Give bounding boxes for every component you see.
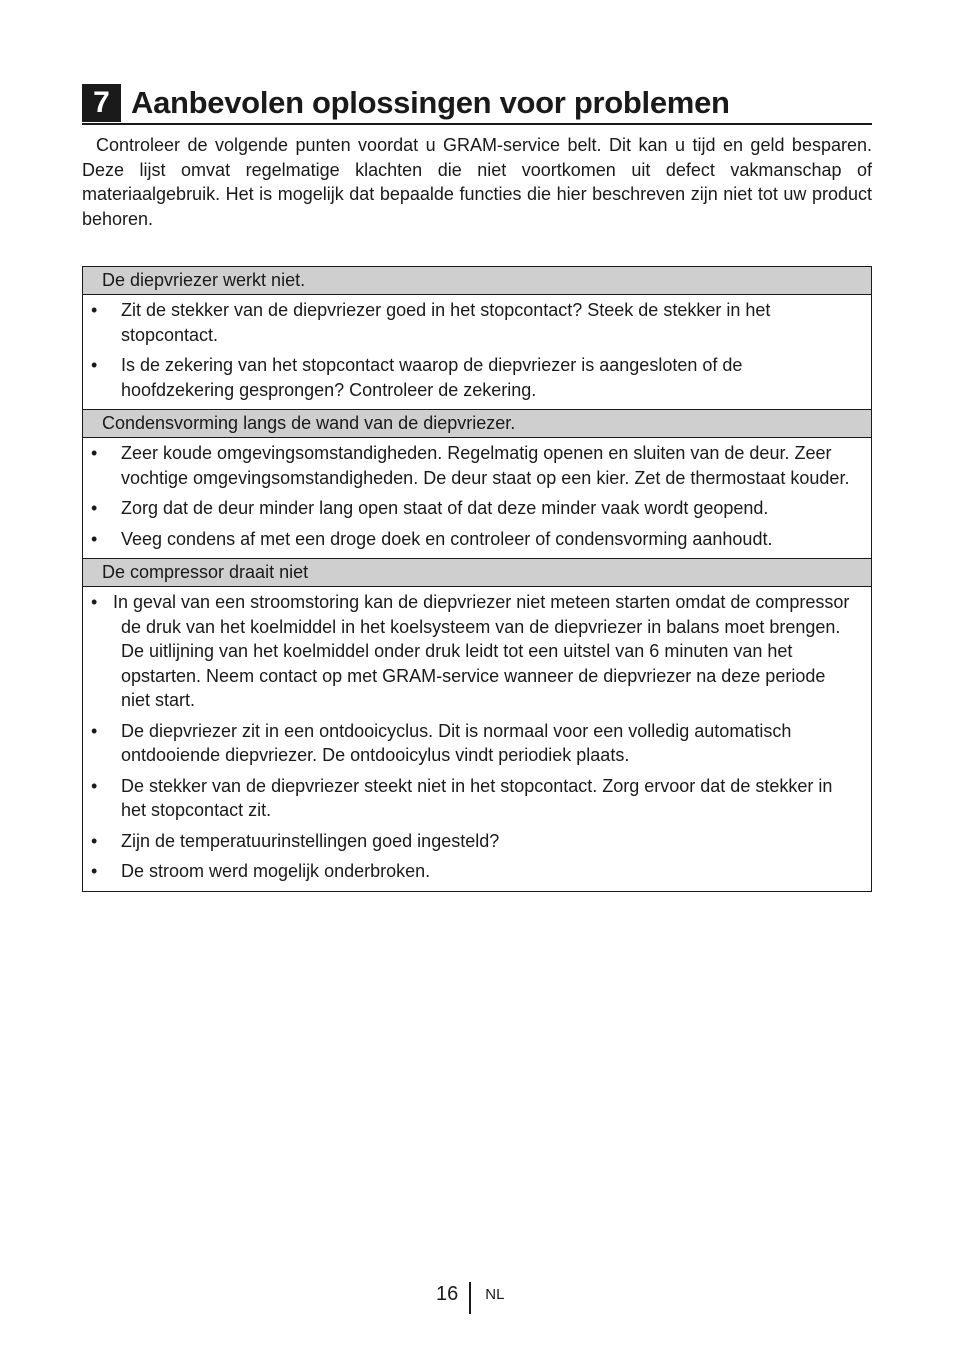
page-number: 16 <box>436 1283 459 1305</box>
bullet-icon: • <box>91 443 98 463</box>
list-item-text: In geval van een stroomstoring kan de diepvriezer niet meteen starten omdat de compressor de druk van het koelmiddel in het koelsysteem van de diepvriezer in balans moet brengen. De uitlijning van het koelmiddel onder druk leidt tot een uitstel van 6 minuten van het opstarten. Neem contact op met GRAM-service wanneer de diepvriezer na deze periode niet start. <box>113 592 850 710</box>
bullet-icon: • <box>91 528 98 549</box>
section-number: 7 <box>82 84 121 122</box>
intro-paragraph: Controleer de volgende punten voordat u GRAM-service belt. Dit kan u tijd en geld besparen. Deze lijst omvat regelmatige klachten die niet voortkomen uit defect vakmanschap of materiaalgebruik. Het is mogelijk dat bepaalde functies die hier beschreven zijn niet tot uw product behoren. <box>82 135 872 229</box>
list-item <box>83 496 871 521</box>
problem-header-condensation: Condensvorming langs de wand van de diepvriezer. <box>83 410 871 438</box>
list-item <box>83 590 871 713</box>
troubleshooting-table <box>82 266 872 892</box>
list-item <box>83 829 871 854</box>
list-item-text: Zorg dat de deur minder lang open staat of dat deze minder vaak wordt geopend. <box>121 498 769 518</box>
list-item-text: Veeg condens af met een droge doek en controleer of condensvorming aanhoudt. <box>121 528 773 549</box>
problem-solutions-condensation <box>83 438 871 559</box>
bullet-icon: • <box>91 830 98 851</box>
page-footer <box>436 1282 504 1314</box>
section-heading <box>82 83 872 125</box>
language-code: NL <box>485 1286 505 1303</box>
footer-divider <box>469 1282 471 1314</box>
bullet-icon: • <box>91 720 98 741</box>
list-item <box>83 859 871 884</box>
list-item-text: De diepvriezer zit in een ontdooicyclus. Dit is normaal voor een volledig automatisch ontdooiende diepvriezer. De ontdooicylus vindt periodiek plaats. <box>121 720 792 765</box>
list-item-text: Is de zekering van het stopcontact waarop de diepvriezer is aangesloten of de hoofdzekering gesprongen? Controleer de zekering. <box>121 355 743 400</box>
list-item <box>83 527 871 552</box>
list-item-text: Zeer koude omgevingsomstandigheden. Regelmatig openen en sluiten van de deur. Zeer vochtige omgevingsomstandigheden. De deur staat op een kier. Zet de thermostaat kouder. <box>121 443 850 488</box>
list-item-text: De stroom werd mogelijk onderbroken. <box>121 861 431 881</box>
list-item <box>83 719 871 768</box>
list-item <box>83 353 871 402</box>
section-title: Aanbevolen oplossingen voor problemen <box>131 85 730 120</box>
bullet-icon: • <box>91 300 98 320</box>
problem-solutions-compressor <box>83 587 871 891</box>
problem-header-compressor: De compressor draait niet <box>83 559 871 587</box>
problem-header-not-working: De diepvriezer werkt niet. <box>83 267 871 295</box>
list-item-text: Zijn de temperatuurinstellingen goed ingesteld? <box>121 830 500 851</box>
bullet-icon: • <box>91 498 98 518</box>
bullet-icon: • <box>91 775 98 796</box>
bullet-icon: • <box>91 861 98 881</box>
list-item <box>83 774 871 823</box>
list-item <box>83 298 871 347</box>
bullet-icon: • <box>91 592 98 612</box>
bullet-icon: • <box>91 355 98 375</box>
list-item-text: Zit de stekker van de diepvriezer goed in het stopcontact? Steek de stekker in het stopcontact. <box>121 300 771 345</box>
list-item <box>83 441 871 490</box>
problem-solutions-not-working <box>83 295 871 410</box>
list-item-text: De stekker van de diepvriezer steekt niet in het stopcontact. Zorg ervoor dat de stekker in het stopcontact zit. <box>121 775 833 820</box>
